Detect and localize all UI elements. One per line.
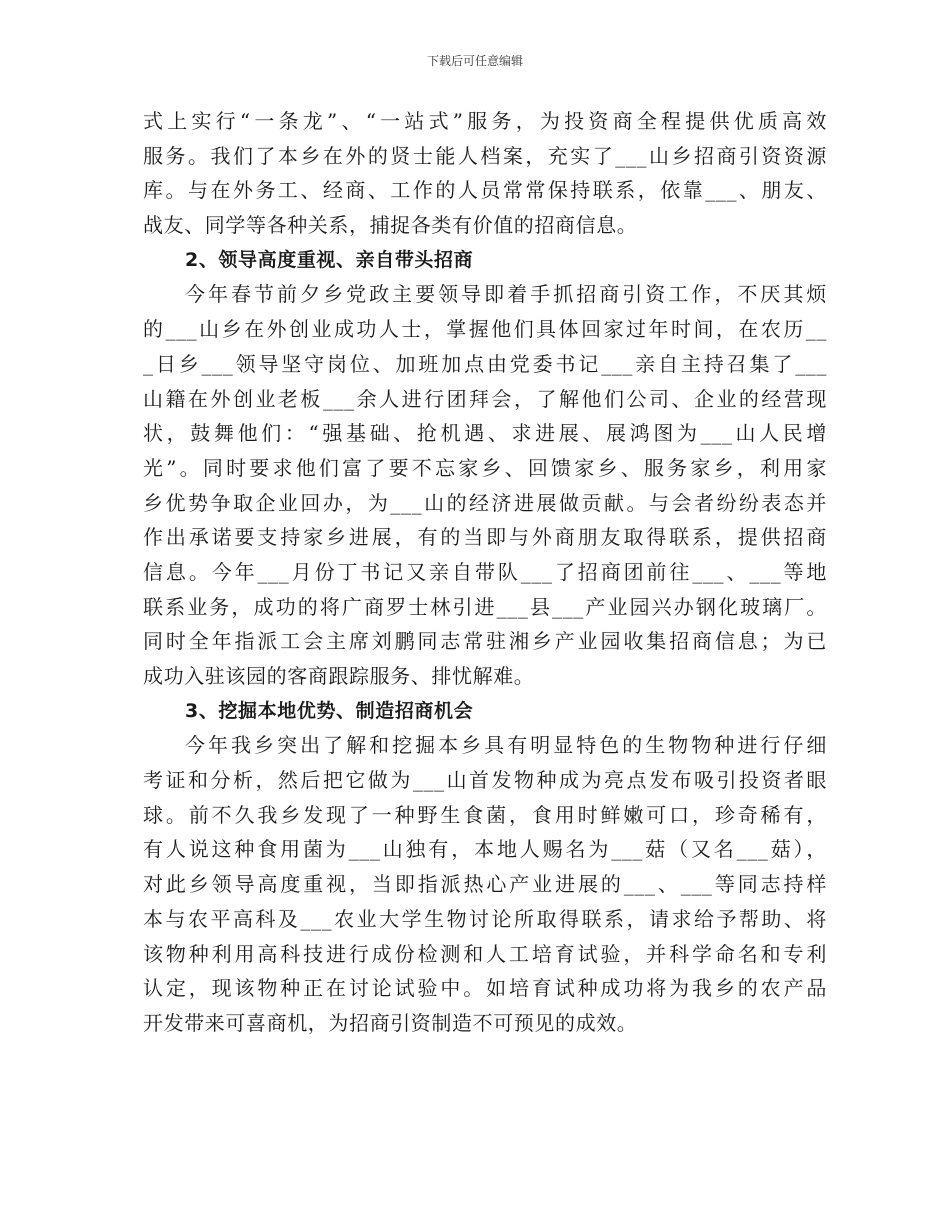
text-line: 战友、同学等各种关系，捕捉各类有价值的招商信息。 xyxy=(143,213,638,238)
text-line: 认定，现该物种正在讨论试验中。如培育试种成功将为我乡的农产品 xyxy=(143,976,827,1001)
text-line: 乡优势争取企业回办，为___山的经济进展做贡献。与会者纷纷表态并 xyxy=(143,490,827,515)
text-line: 今年春节前夕乡党政主要领导即着手抓招商引资工作，不厌其烦 xyxy=(185,282,827,307)
text-line: 山籍在外创业老板___余人进行团拜会，了解他们公司、企业的经营现 xyxy=(143,386,827,411)
text-line: 该物种利用高科技进行成份检测和人工培育试验，并科学命名和专利 xyxy=(143,941,827,966)
text-line: 开发带来可喜商机，为招商引资制造不可预见的成效。 xyxy=(143,1010,638,1035)
text-line: 服务。我们了本乡在外的贤士能人档案，充实了___山乡招商引资资源 xyxy=(143,143,827,168)
text-line: 有人说这种食用菌为___山独有，本地人赐名为___菇（又名___菇）， xyxy=(143,837,827,862)
text-line: _日乡___领导坚守岗位、加班加点由党委书记___亲自主持召集了___ xyxy=(143,351,827,376)
page-header: 下载后可任意编辑 xyxy=(426,54,523,68)
text-line: 状，鼓舞他们：“强基础、抢机遇、求进展、展鸿图为___山人民增 xyxy=(143,421,827,446)
document-body xyxy=(143,104,827,1041)
text-line: 联系业务，成功的将广商罗士林引进___县___产业园兴办钢化玻璃厂。 xyxy=(143,594,827,619)
text-line: 式上实行“一条龙”、“一站式”服务，为投资商全程提供优质高效 xyxy=(143,109,827,133)
text-line: 同时全年指派工会主席刘鹏同志常驻湘乡产业园收集招商信息；为已 xyxy=(143,629,827,654)
text-line: 信息。今年___月份丁书记又亲自带队___了招商团前往___、___等地 xyxy=(143,559,827,584)
text-line: 本与农平高科及___农业大学生物讨论所取得联系，请求给予帮助、将 xyxy=(143,906,827,931)
text-line: 光”。同时要求他们富了要不忘家乡、回馈家乡、服务家乡，利用家 xyxy=(143,455,827,480)
section-heading-3: 3、挖掘本地优势、制造招商机会 xyxy=(185,699,474,722)
text-line: 作出承诺要支持家乡进展，有的当即与外商朋友取得联系，提供招商 xyxy=(143,525,827,550)
text-line: 考证和分析，然后把它做为___山首发物种成为亮点发布吸引投资者眼 xyxy=(143,768,827,793)
text-line: 库。与在外务工、经商、工作的人员常常保持联系，依靠___、朋友、 xyxy=(143,178,827,203)
text-line: 的___山乡在外创业成功人士，掌握他们具体回家过年时间，在农历__ xyxy=(143,317,827,342)
text-line: 今年我乡突出了解和挖掘本乡具有明显特色的生物物种进行仔细 xyxy=(185,733,827,758)
text-line: 球。前不久我乡发现了一种野生食菌，食用时鲜嫩可口，珍奇稀有， xyxy=(143,802,827,827)
text-line: 成功入驻该园的客商跟踪服务、排忧解难。 xyxy=(143,664,535,688)
section-heading-2: 2、领导高度重视、亲自带头招商 xyxy=(185,248,474,271)
text-line: 对此乡领导高度重视，当即指派热心产业进展的___、___等同志持样 xyxy=(143,872,827,897)
